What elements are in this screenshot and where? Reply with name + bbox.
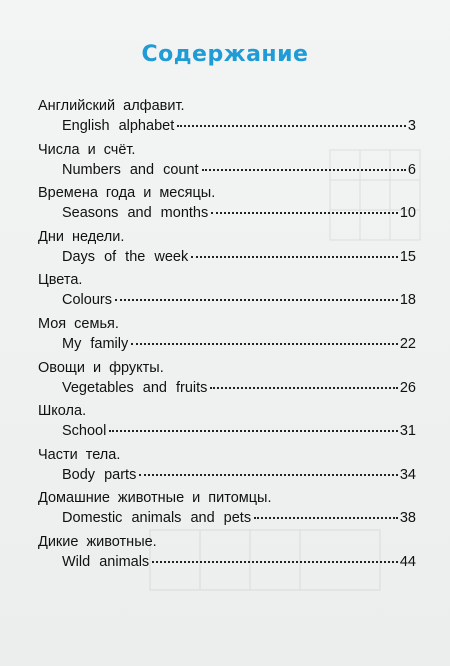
toc-entry-line <box>62 161 416 179</box>
dot-leader <box>211 212 398 214</box>
dot-leader <box>177 125 406 127</box>
toc-entry-english: Colours <box>62 292 112 309</box>
toc-entry <box>38 533 416 577</box>
toc-entry-line <box>62 204 416 222</box>
toc-entry-page: 22 <box>399 335 416 352</box>
toc-entry-line <box>62 248 416 266</box>
toc-entry-english: Domestic animals and pets <box>62 510 252 527</box>
toc-entry-page: 6 <box>407 161 416 178</box>
table-of-contents <box>38 97 416 577</box>
toc-entry-russian: Английский алфавит. <box>38 98 185 114</box>
toc-entry-line <box>62 117 416 135</box>
toc-entry-page: 10 <box>399 205 416 222</box>
toc-entry-english: School <box>62 423 107 440</box>
toc-entry-line <box>62 422 416 440</box>
toc-entry-russian: Моя семья. <box>38 315 119 332</box>
toc-entry-page: 31 <box>399 423 416 440</box>
toc-entry <box>38 402 416 446</box>
dot-leader <box>109 430 398 432</box>
toc-entry-russian: Цвета. <box>38 272 83 289</box>
toc-entry-page: 26 <box>399 379 416 396</box>
toc-entry-line <box>62 509 416 527</box>
toc-entry-russian: Числа и счёт. <box>38 141 136 158</box>
toc-entry <box>38 228 416 272</box>
toc-entry-english: English alphabet <box>62 118 175 134</box>
toc-entry-line <box>62 553 416 571</box>
toc-entry-russian: Времена года и месяцы. <box>38 185 216 202</box>
toc-entry-english: My family <box>62 335 129 352</box>
toc-entry-russian: Части тела. <box>38 446 121 463</box>
toc-entry-english: Days of the week <box>62 248 189 265</box>
toc-entry-page: 15 <box>399 248 416 265</box>
dot-leader <box>139 474 398 476</box>
toc-entry <box>38 97 416 141</box>
toc-entry <box>38 489 416 533</box>
toc-entry-line <box>62 466 416 484</box>
toc-entry-line <box>62 379 416 397</box>
toc-entry-english: Vegetables and fruits <box>62 379 208 396</box>
toc-entry-russian: Дни недели. <box>38 228 125 245</box>
dot-leader <box>152 561 398 563</box>
dot-leader <box>210 387 397 389</box>
page-title: Содержание <box>141 42 309 67</box>
dot-leader <box>115 299 398 301</box>
toc-entry <box>38 315 416 359</box>
toc-entry <box>38 141 416 185</box>
toc-entry-english: Wild animals <box>62 553 150 570</box>
toc-entry-english: Seasons and months <box>62 205 209 222</box>
toc-entry-page: 44 <box>399 553 416 570</box>
dot-leader <box>202 169 406 171</box>
toc-entry-russian: Дикие животные. <box>38 533 157 550</box>
dot-leader <box>191 256 398 258</box>
toc-entry-page: 38 <box>399 510 416 527</box>
toc-entry-russian: Школа. <box>38 403 87 420</box>
dot-leader <box>254 517 398 519</box>
toc-entry-page: 3 <box>407 118 416 134</box>
toc-entry-line <box>62 335 416 353</box>
toc-entry-russian: Домашние животные и питомцы. <box>38 490 272 507</box>
toc-entry <box>38 359 416 403</box>
dot-leader <box>131 343 398 345</box>
toc-entry-english: Numbers and count <box>62 161 199 178</box>
toc-entry-english: Body parts <box>62 466 137 483</box>
toc-entry-page: 34 <box>399 466 416 483</box>
toc-entry-line <box>62 291 416 309</box>
toc-entry <box>38 446 416 490</box>
toc-entry <box>38 184 416 228</box>
toc-entry-russian: Овощи и фрукты. <box>38 359 164 376</box>
toc-entry-page: 18 <box>399 292 416 309</box>
toc-entry <box>38 271 416 315</box>
